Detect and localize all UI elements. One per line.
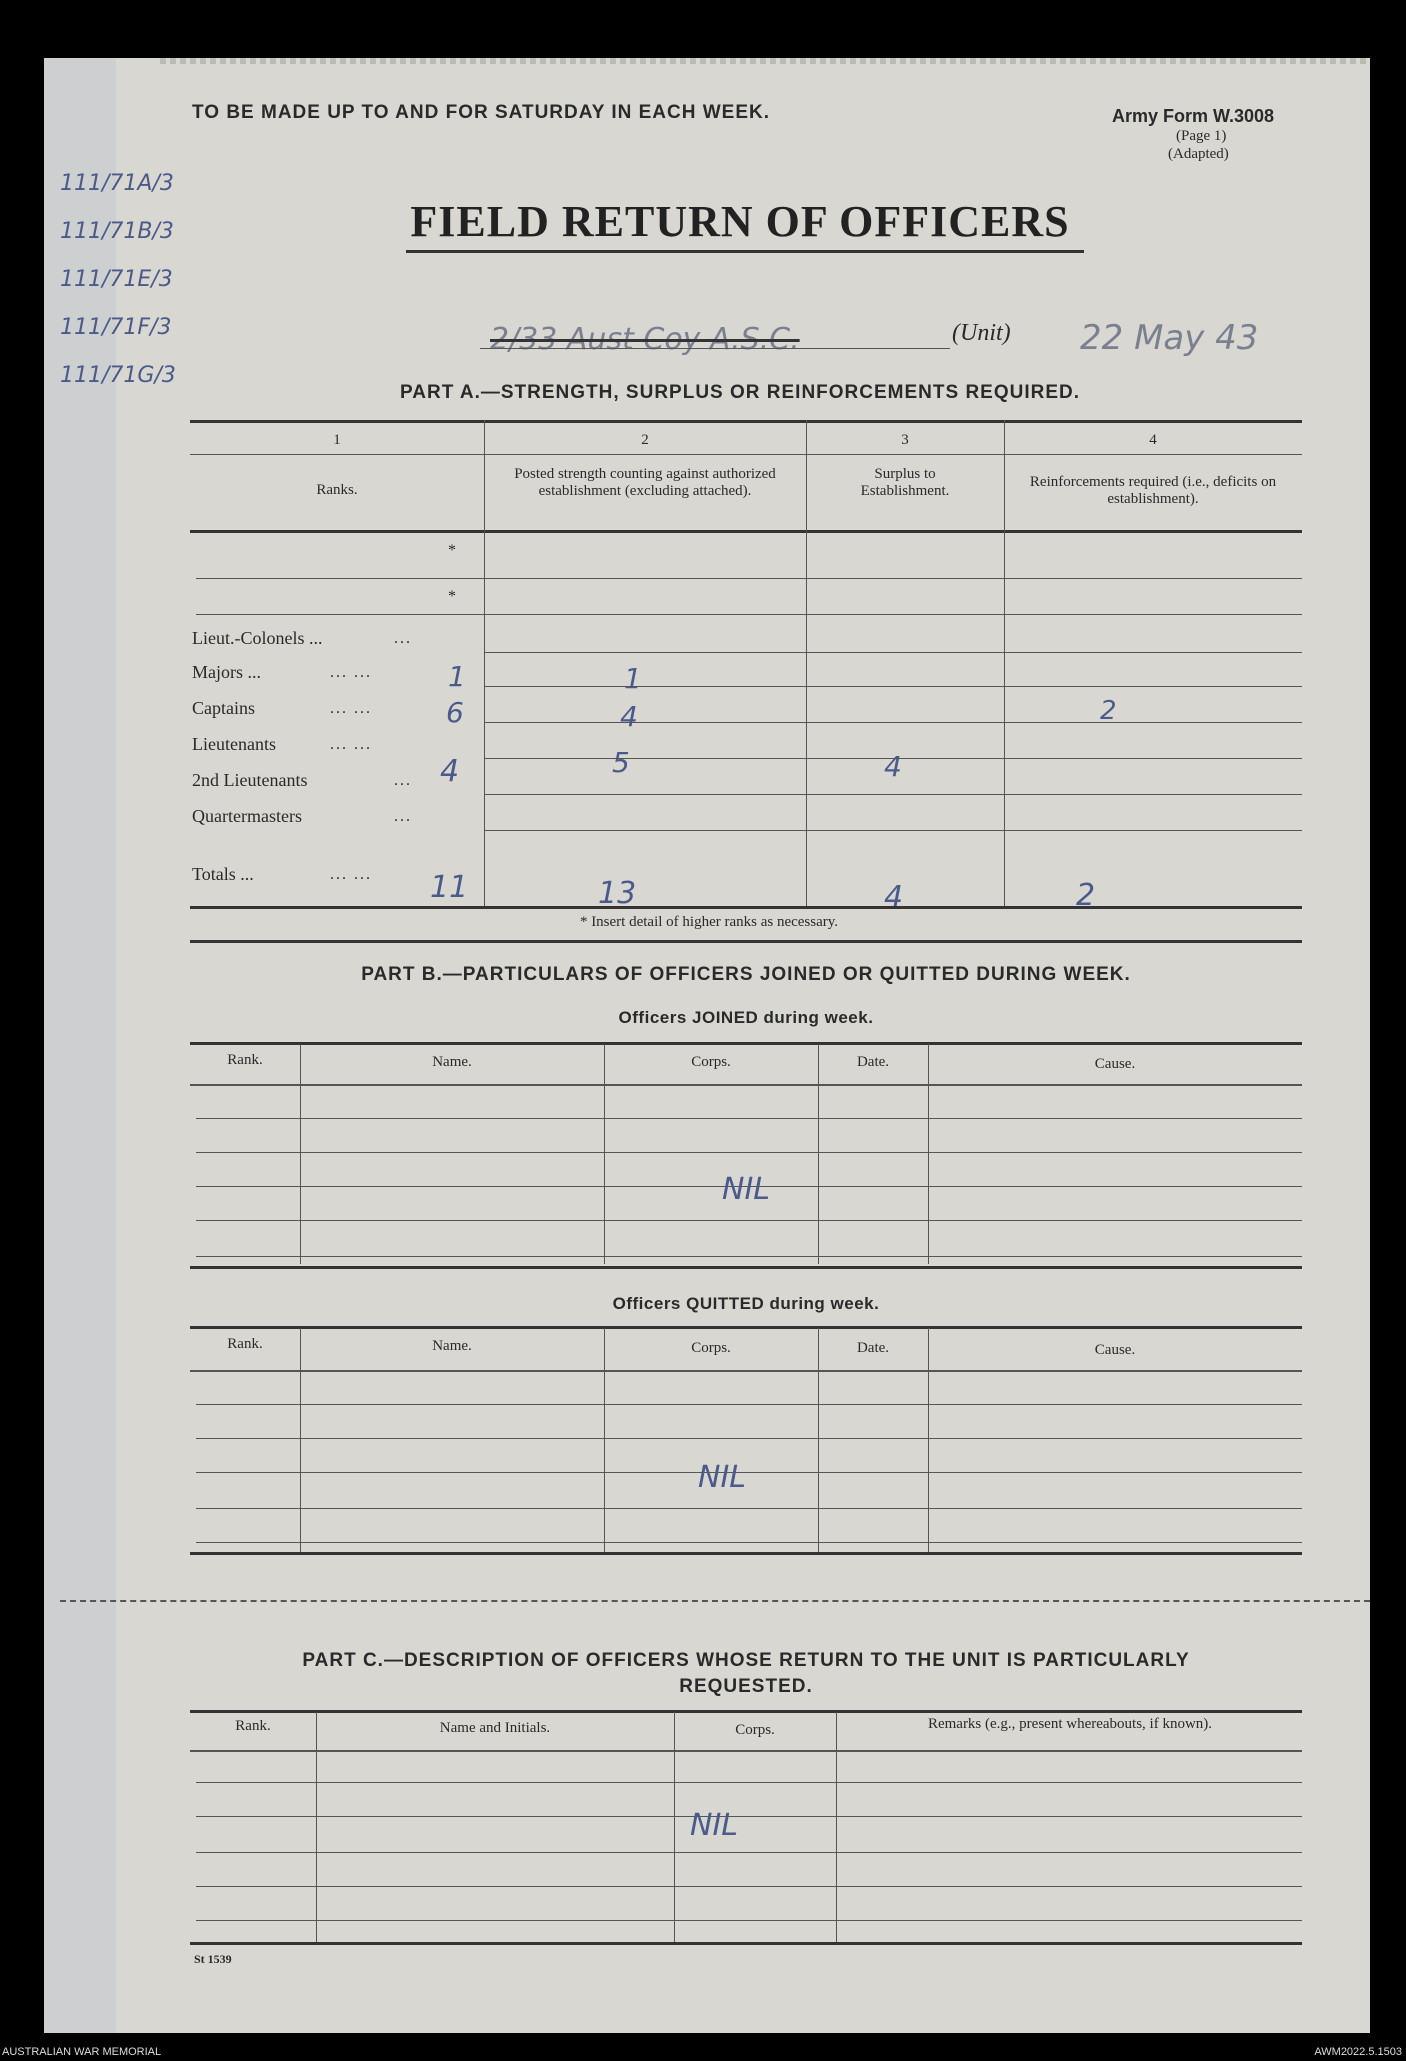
cell-value: 1 xyxy=(448,660,466,693)
rank-dots: ... ... xyxy=(330,664,372,681)
print-code: St 1539 xyxy=(194,1952,232,1966)
totals-c4: 2 xyxy=(1076,878,1096,913)
joined-col-date: Date. xyxy=(856,1054,890,1070)
perforation-line xyxy=(60,1600,1370,1602)
part-c-row-line xyxy=(196,1816,1302,1817)
part-b-title: PART B.—PARTICULARS OF OFFICERS JOINED OR QUITTED DURING WEEK. xyxy=(361,964,1131,985)
joined-header-line xyxy=(190,1084,1302,1086)
part-c-col-divider xyxy=(316,1712,317,1944)
star-marker-1: * xyxy=(448,542,456,559)
quitted-col-rank: Rank. xyxy=(227,1336,263,1352)
joined-row-line xyxy=(196,1118,1302,1119)
quitted-col-divider xyxy=(604,1328,605,1552)
unit-line xyxy=(480,348,950,349)
part-a-top-border xyxy=(190,420,1302,423)
quitted-col-date: Date. xyxy=(856,1340,890,1356)
unit-label: (Unit) xyxy=(952,320,1011,346)
rank-label: 2nd Lieutenants xyxy=(192,770,308,790)
joined-row-line xyxy=(196,1256,1302,1257)
joined-col-divider xyxy=(300,1044,301,1264)
joined-bottom-border xyxy=(190,1266,1302,1269)
part-c-row-line xyxy=(196,1920,1302,1921)
part-a-header-line xyxy=(190,454,1302,455)
totals-line xyxy=(190,906,1302,909)
archive-footer-left: AUSTRALIAN WAR MEMORIAL xyxy=(2,2046,162,2058)
joined-col-corps: Corps. xyxy=(691,1054,731,1070)
col-divider-1 xyxy=(484,420,485,906)
part-c-col-name: Name and Initials. xyxy=(439,1720,551,1736)
margin-note-5: 111/71G/3 xyxy=(60,363,176,388)
part-c-col-rank: Rank. xyxy=(235,1718,271,1734)
quitted-row-line xyxy=(196,1472,1302,1473)
return-date: 22 May 43 xyxy=(1080,318,1259,358)
part-c-title xyxy=(190,1648,1302,1700)
rank-label: Majors ... xyxy=(192,662,261,682)
joined-nil-entry: NIL xyxy=(722,1172,771,1207)
part-c-row-line xyxy=(196,1782,1302,1783)
part-c-title-line2: REQUESTED. xyxy=(679,1676,813,1697)
part-c-top-border xyxy=(190,1710,1302,1713)
part-c-col-divider xyxy=(836,1712,837,1944)
part-c-nil-entry: NIL xyxy=(690,1808,739,1843)
rank-dots: ... ... xyxy=(330,700,372,717)
star-row-line-1 xyxy=(196,578,1302,579)
quitted-nil-entry: NIL xyxy=(698,1460,747,1495)
quitted-col-corps: Corps. xyxy=(691,1340,731,1356)
form-id: Army Form W.3008 xyxy=(1112,106,1275,126)
quitted-col-cause: Cause. xyxy=(1094,1342,1136,1358)
rank-label: Captains xyxy=(192,698,255,718)
joined-row-line xyxy=(196,1152,1302,1153)
row-line xyxy=(484,722,1302,723)
quitted-header-line xyxy=(190,1370,1302,1372)
totals-c1: 11 xyxy=(430,870,469,905)
joined-top-border xyxy=(190,1042,1302,1045)
joined-title: Officers JOINED during week. xyxy=(618,1008,874,1027)
joined-col-cause: Cause. xyxy=(1094,1056,1136,1072)
page-number: (Page 1) xyxy=(1176,128,1227,144)
joined-col-divider xyxy=(928,1044,929,1264)
totals-label: Totals ... xyxy=(192,864,254,884)
torn-edge xyxy=(160,58,1370,64)
joined-row-line xyxy=(196,1220,1302,1221)
cell-value: 6 xyxy=(446,696,464,729)
rank-dots: ... ... xyxy=(330,736,372,753)
margin-note-2: 111/71B/3 xyxy=(60,219,174,244)
quitted-row-line xyxy=(196,1404,1302,1405)
part-c-col-remarks: Remarks (e.g., present whereabouts, if known). xyxy=(927,1716,1213,1732)
joined-col-divider xyxy=(604,1044,605,1264)
margin-note-4: 111/71F/3 xyxy=(60,315,172,340)
quitted-row-line xyxy=(196,1542,1302,1543)
quitted-bottom-border xyxy=(190,1552,1302,1555)
quitted-col-divider xyxy=(928,1328,929,1552)
joined-col-rank: Rank. xyxy=(227,1052,263,1068)
margin-note-3: 111/71E/3 xyxy=(60,267,173,292)
row-line xyxy=(484,794,1302,795)
col-header-ranks: Ranks. xyxy=(316,482,358,498)
part-a-header-bottom xyxy=(190,530,1302,533)
rank-dots: ... xyxy=(394,808,412,825)
instruction-text: TO BE MADE UP TO AND FOR SATURDAY IN EACH WEEK. xyxy=(192,102,770,123)
part-a-footnote: * Insert detail of higher ranks as necessary. xyxy=(579,914,839,930)
joined-col-name: Name. xyxy=(432,1054,472,1070)
cell-value: 4 xyxy=(884,750,902,783)
col-header-reinforcements: Reinforcements required (i.e., deficits on establishment). xyxy=(1029,474,1277,507)
row-line xyxy=(484,758,1302,759)
quitted-row-line xyxy=(196,1508,1302,1509)
col-number-4: 4 xyxy=(1149,432,1157,448)
part-c-row-line xyxy=(196,1886,1302,1887)
rank-label: Lieutenants xyxy=(192,734,276,754)
quitted-col-divider xyxy=(300,1328,301,1552)
rank-label: Lieut.-Colonels ... xyxy=(192,628,323,648)
joined-col-divider xyxy=(818,1044,819,1264)
quitted-title: Officers QUITTED during week. xyxy=(612,1294,880,1313)
cell-value: 5 xyxy=(612,746,630,779)
col-divider-2 xyxy=(806,420,807,906)
col-divider-3 xyxy=(1004,420,1005,906)
quitted-row-line xyxy=(196,1438,1302,1439)
quitted-top-border xyxy=(190,1326,1302,1329)
col-number-2: 2 xyxy=(641,432,649,448)
part-c-col-corps: Corps. xyxy=(735,1722,775,1738)
part-a-title: PART A.—STRENGTH, SURPLUS OR REINFORCEMENTS REQUIRED. xyxy=(399,382,1081,403)
page-title: FIELD RETURN OF OFFICERS xyxy=(410,197,1070,246)
part-c-title-line1: PART C.—DESCRIPTION OF OFFICERS WHOSE RETURN TO THE UNIT IS PARTICULARLY xyxy=(302,1650,1190,1671)
adapted-note: (Adapted) xyxy=(1168,146,1229,162)
row-line xyxy=(484,686,1302,687)
part-a-bottom xyxy=(190,940,1302,943)
part-c-col-divider xyxy=(674,1712,675,1944)
quitted-col-divider xyxy=(818,1328,819,1552)
unit-value: 2/33 Aust Coy A.S.C. xyxy=(490,322,800,357)
col-number-1: 1 xyxy=(333,432,341,448)
part-c-header-line xyxy=(190,1750,1302,1752)
star-row-line-2 xyxy=(196,614,1302,615)
cell-value: 4 xyxy=(440,754,460,789)
row-line xyxy=(484,652,1302,653)
quitted-col-name: Name. xyxy=(432,1338,472,1354)
totals-c3: 4 xyxy=(884,880,904,915)
col-header-posted: Posted strength counting against authorized establishment (excluding attached). xyxy=(514,466,776,499)
title-underline xyxy=(406,250,1084,253)
totals-dots: ... ... xyxy=(330,866,372,883)
col-header-surplus: Surplus to Establishment. xyxy=(860,466,950,499)
part-c-row-line xyxy=(196,1852,1302,1853)
star-marker-2: * xyxy=(448,588,456,605)
cell-value: 4 xyxy=(620,700,638,733)
rank-label: Quartermasters xyxy=(192,806,302,826)
margin-note-1: 111/71A/3 xyxy=(60,171,174,196)
cell-value: 1 xyxy=(624,662,642,695)
rank-dots: ... xyxy=(394,772,412,789)
row-line xyxy=(484,830,1302,831)
cell-value: 2 xyxy=(1100,696,1117,726)
rank-dots: ... xyxy=(394,630,412,647)
archive-footer-right: AWM2022.5.1503 xyxy=(1314,2046,1402,2058)
part-c-bottom-border xyxy=(190,1942,1302,1945)
col-number-3: 3 xyxy=(901,432,909,448)
totals-c2: 13 xyxy=(598,876,637,911)
